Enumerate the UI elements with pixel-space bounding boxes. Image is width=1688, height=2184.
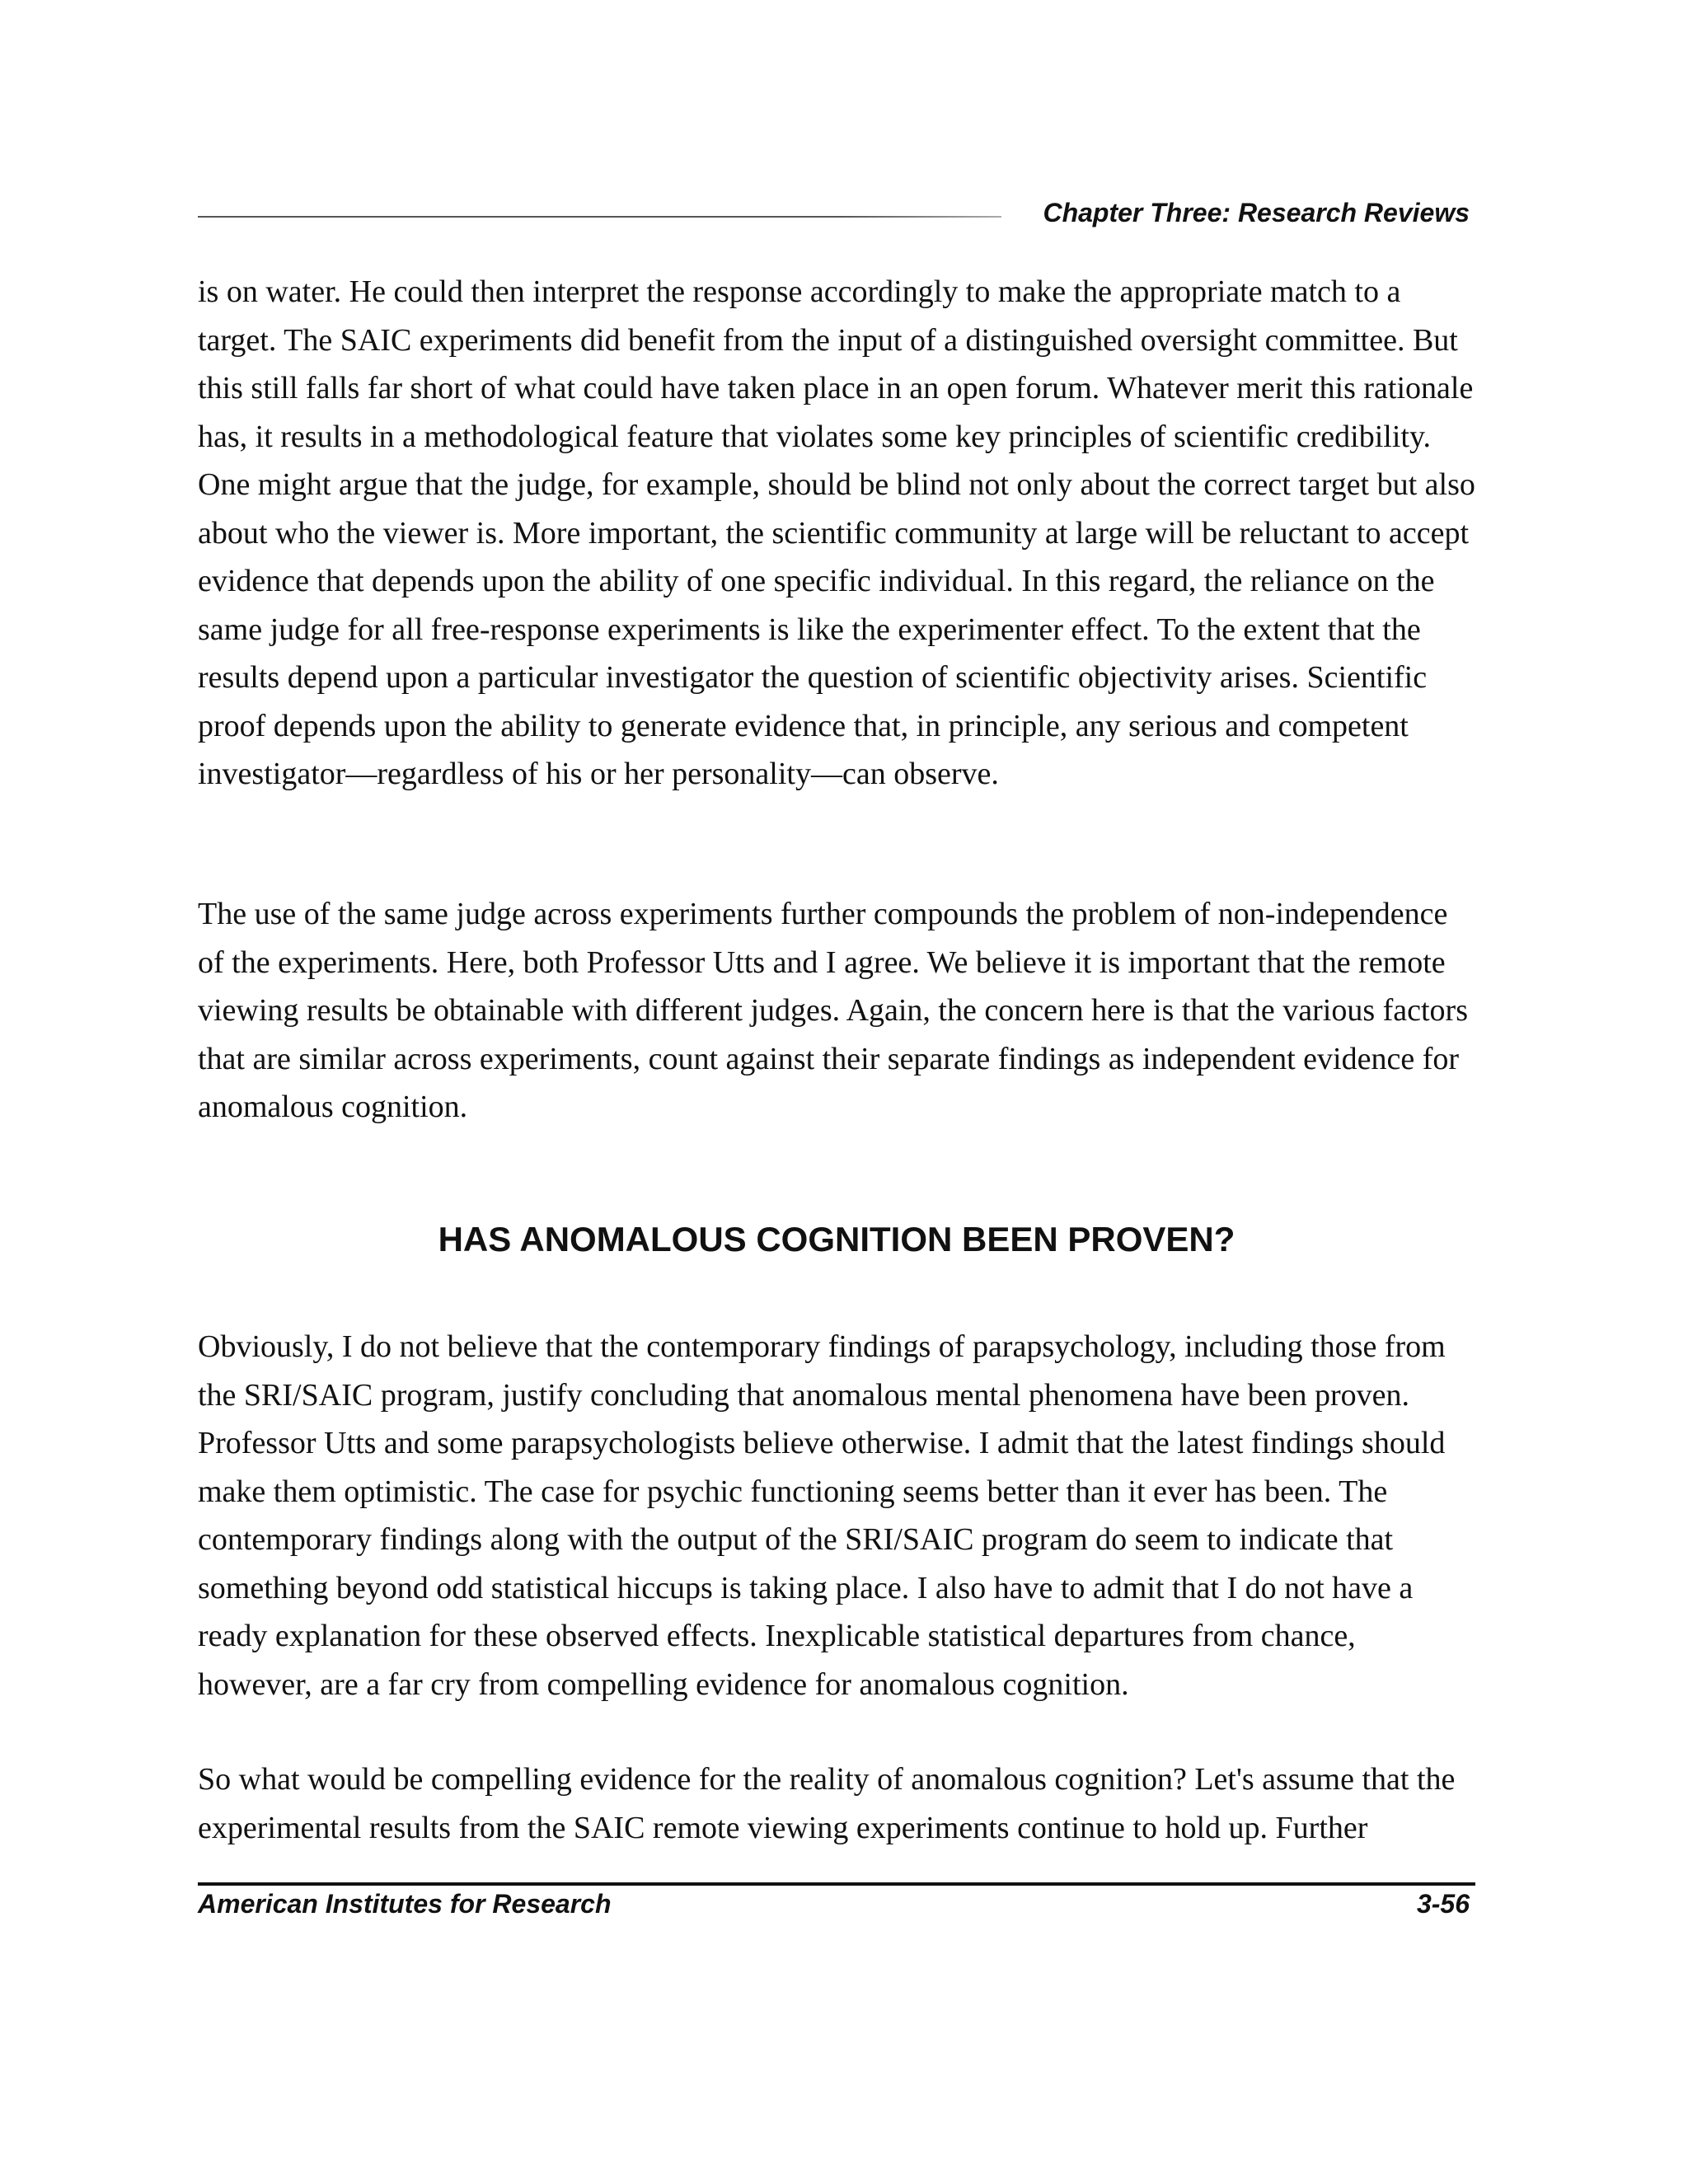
page-number: 3-56	[1416, 1889, 1470, 1919]
footer-organization: American Institutes for Research	[198, 1889, 612, 1919]
paragraph-4: So what would be compelling evidence for the reality of anomalous cognition? Let's assume that the experimental results from the SAIC remote viewing experiments continue to hold up. Further	[198, 1762, 1456, 1845]
section-heading: HAS ANOMALOUS COGNITION BEEN PROVEN?	[438, 1220, 1236, 1258]
paragraph-1: is on water. He could then interpret the response accordingly to make the appropriate match to a target. The SAIC experiments did benefit from the input of a distinguished oversight committee. But this still falls far short of what could have taken place in an open forum. Whatever merit this rationale has, it results in a methodological feature that violates some key principles of scientific credibility. One might argue that the judge, for example, should be blind not only about the correct target but also about who the viewer is. More important, the scientific community at large will be reluctant to accept evidence that depends upon the ability of one specific individual. In this regard, the reliance on the same judge for all free-response experiments is like the experimenter effect. To the extent that the results depend upon a particular investigator the question of scientific objectivity arises. Scientific proof depends upon the ability to generate evidence that, in principle, any serious and competent investigator—regardless of his or her personality—can observe.	[198, 274, 1475, 791]
footer-rule	[198, 1882, 1475, 1886]
paragraph-2: The use of the same judge across experiments further compounds the problem of non-independence of the experiments. Here, both Professor Utts and I agree. We believe it is important that the remote viewing results be obtainable with different judges. Again, the concern here is that the various factors that are similar across experiments, count against their separate findings as independent evidence for anomalous cognition.	[198, 897, 1469, 1124]
header-rule	[198, 216, 1001, 218]
paragraph-3: Obviously, I do not believe that the contemporary findings of parapsychology, including those from the SRI/SAIC program, justify concluding that anomalous mental phenomena have been proven. Professor Utts and some parapsychologists believe otherwise. I admit that the latest findings should make them optimistic. The case for psychic functioning seems better than it ever has been. The contemporary findings along with the output of the SRI/SAIC program do seem to indicate that something beyond odd statistical hiccups is taking place. I also have to admit that I do not have a ready explanation for these observed effects. Inexplicable statistical departures from chance, however, are a far cry from compelling evidence for anomalous cognition.	[198, 1329, 1446, 1702]
running-header: Chapter Three: Research Reviews	[1043, 198, 1470, 227]
